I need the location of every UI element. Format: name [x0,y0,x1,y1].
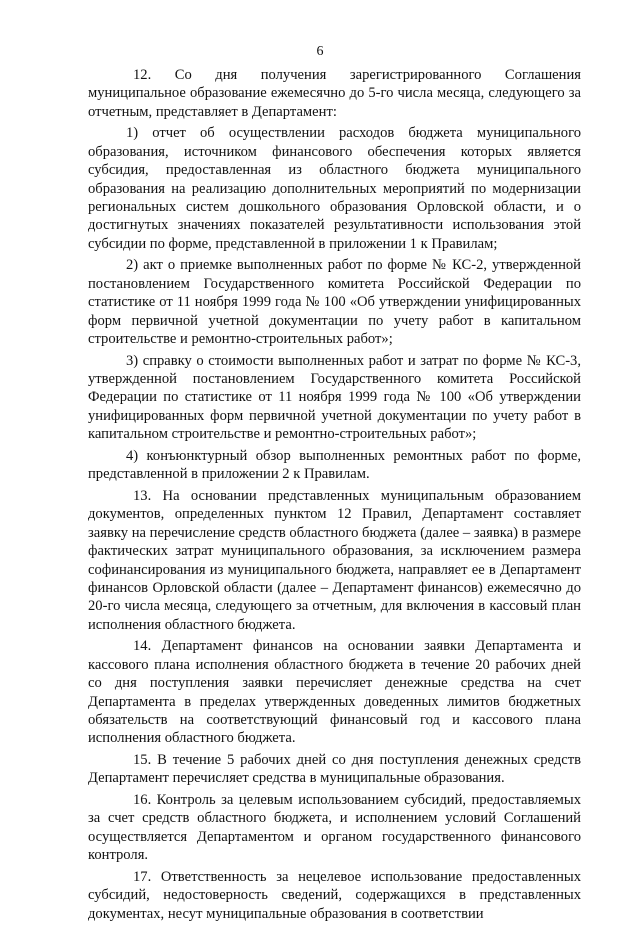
list-item-2: 2) акт о приемке выполненных работ по форме № КС-2, утвержденной постановлением Государственного комитета Российской Федерации по статистике от 11 ноября 1999 года № 100 «Об утверждении унифицированных форм первичной учетной документации по учету работ в капитальном строительстве и ремонтно-строительных работ»; [88,257,581,348]
paragraph-16: 16. Контроль за целевым использованием субсидий, предоставляемых за счет средств областного бюджета, и исполнением условий Соглашений осуществляется Департаментом и органом государственного финансового контроля. [88,791,581,864]
list-item-3: 3) справку о стоимости выполненных работ и затрат по форме № КС-3, утвержденной постановлением Государственного комитета Российской Федерации по статистике от 11 ноября 1999 года № 100 «Об утверждении унифицированных форм первичной учетной документации по учету работ в капитальном строительстве и ремонтно-строительных работ»; [88,352,581,443]
list-item-4: 4) конъюнктурный обзор выполненных ремонтных работ по форме, представленной в приложении 2 к Правилам. [88,447,581,483]
page-number: 6 [316,44,324,59]
paragraph-12: 12. Со дня получения зарегистрированного Соглашения муниципальное образование ежемесячно до 5-го числа месяца, следующего за отчетным, представляет в Департамент: [88,67,581,120]
document-body [88,66,581,926]
paragraph-14: 14. Департамент финансов на основании заявки Департамента и кассового плана исполнения областного бюджета в течение 20 рабочих дней со дня поступления заявки перечисляет денежные средства на счет Департамента в пределах утвержденных доведенных лимитов бюджетных обязательств на соответствующий финансовый год и кассового плана исполнения областного бюджета. [88,638,581,747]
paragraph-15: 15. В течение 5 рабочих дней со дня поступления денежных средств Департамент перечисляет средства в муниципальные образования. [88,751,581,787]
paragraph-13: 13. На основании представленных муниципальным образованием документов, определенных пунктом 12 Правил, Департамент составляет заявку на перечисление средств областного бюджета (далее – заявка) в размере фактических затрат муниципального образования, за исключением размера софинансирования из муниципального бюджета, направляет ее в Департамент финансов Орловской области (далее – Департамент финансов) ежемесячно до 20-го числа месяца, следующего за отчетным, для включения в кассовый план исполнения областного бюджета. [88,487,581,633]
list-item-1: 1) отчет об осуществлении расходов бюджета муниципального образования, источником финансового обеспечения которых является субсидия, предоставленная из областного бюджета муниципального образования на реализацию дополнительных мероприятий по модернизации региональных систем дошкольного образования Орловской области, и о достигнутых значениях показателей результативности использования этой субсидии по форме, представленной в приложении 1 к Правилам; [88,125,581,252]
paragraph-17: 17. Ответственность за нецелевое использование предоставленных субсидий, недостоверность сведений, содержащихся в представленных документах, несут муниципальные образования в соответствии [88,868,581,922]
